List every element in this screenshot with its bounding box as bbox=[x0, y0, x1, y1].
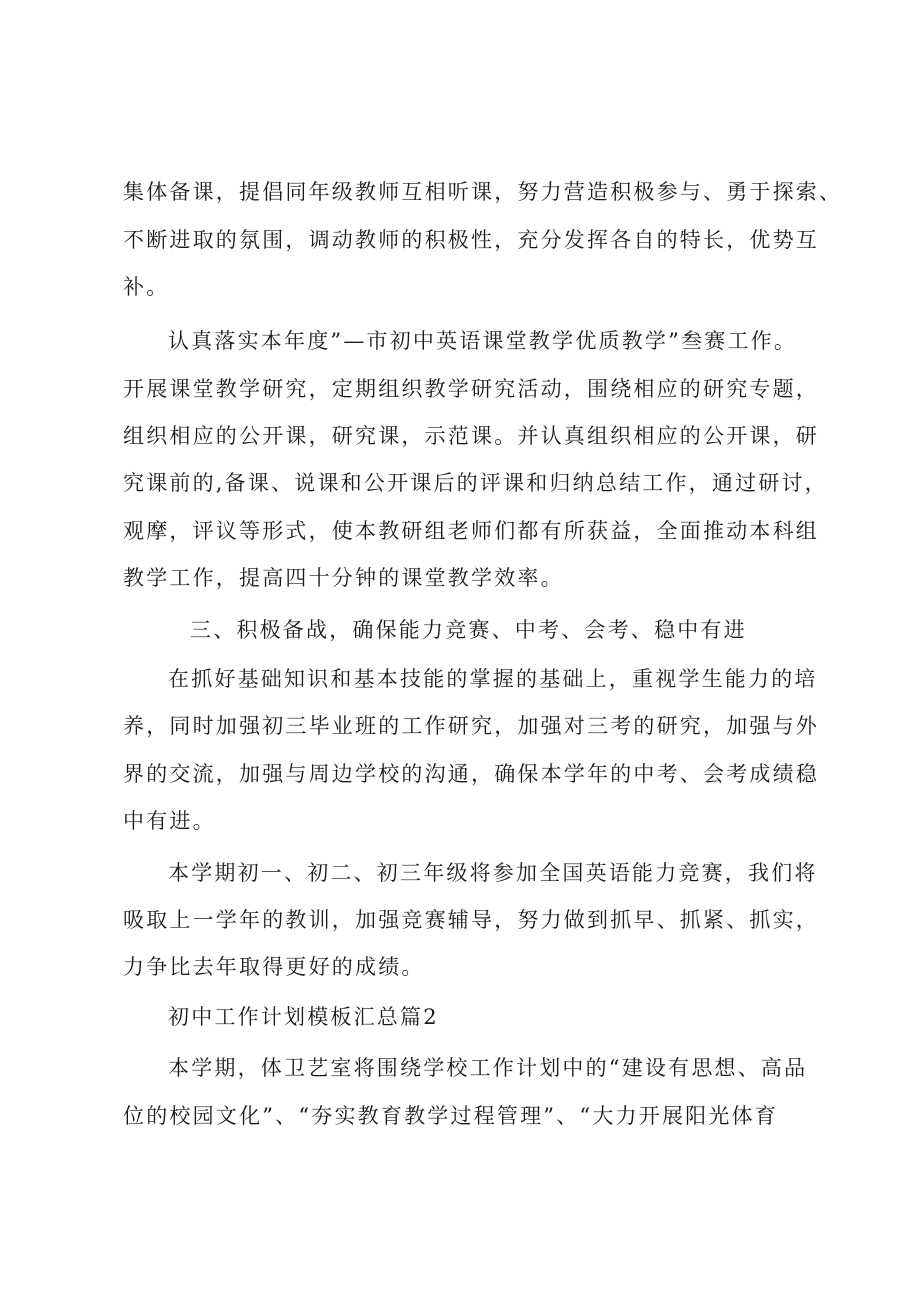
text-line: 界的交流，加强与周边学校的沟通，确保本学年的中考、会考成绩稳 bbox=[123, 762, 819, 786]
paragraph-start-line: 认真落实本年度”—市初中英语课堂教学优质教学”叁赛工作。 bbox=[168, 329, 798, 353]
text-line: 位的校园文化”、“夯实教育教学过程管理”、“大力开展阳光体育 bbox=[123, 1104, 778, 1128]
text-line: 开展课堂教学研究，定期组织教学研究活动，围绕相应的研究专题， bbox=[123, 377, 819, 401]
text-line: 不断进取的氛围，调动教师的积极性，充分发挥各自的特长，优势互 bbox=[123, 228, 819, 252]
text-line: 中有进。 bbox=[123, 809, 216, 833]
text-line: 吸取上一学年的教训，加强竞赛辅导，努力做到抓早、抓紧、抓实， bbox=[123, 908, 819, 932]
paragraph-start-line: 本学期初一、初二、初三年级将参加全国英语能力竞赛，我们将 bbox=[168, 861, 818, 885]
text-line: 补。 bbox=[123, 275, 170, 299]
article-title: 初中工作计划模板汇总篇2 bbox=[168, 1005, 439, 1029]
text-line: 集体备课，提倡同年级教师互相听课，努力营造积极参与、勇于探索、 bbox=[123, 180, 843, 204]
text-line: 观摩，评议等形式，使本教研组老师们都有所获益，全面推动本科组 bbox=[123, 519, 819, 543]
text-line: 力争比去年取得更好的成绩。 bbox=[123, 955, 425, 979]
paragraph-start-line: 本学期，体卫艺室将围绕学校工作计划中的“建设有思想、高品 bbox=[168, 1056, 808, 1080]
text-line: 养，同时加强初三毕业班的工作研究，加强对三考的研究，加强与外 bbox=[123, 714, 819, 738]
paragraph-start-line: 在抓好基础知识和基本技能的掌握的基础上，重视学生能力的培 bbox=[168, 667, 818, 691]
text-line: 教学工作，提高四十分钟的课堂教学效率。 bbox=[123, 566, 564, 590]
text-line: 组织相应的公开课，研究课，示范课。并认真组织相应的公开课，研 bbox=[123, 424, 819, 448]
section-heading: 三、积极备战，确保能力竞赛、中考、会考、稳中有进 bbox=[190, 618, 747, 642]
text-line: 究课前的,备课、说课和公开课后的评课和归纳总结工作，通过研讨， bbox=[123, 471, 828, 495]
